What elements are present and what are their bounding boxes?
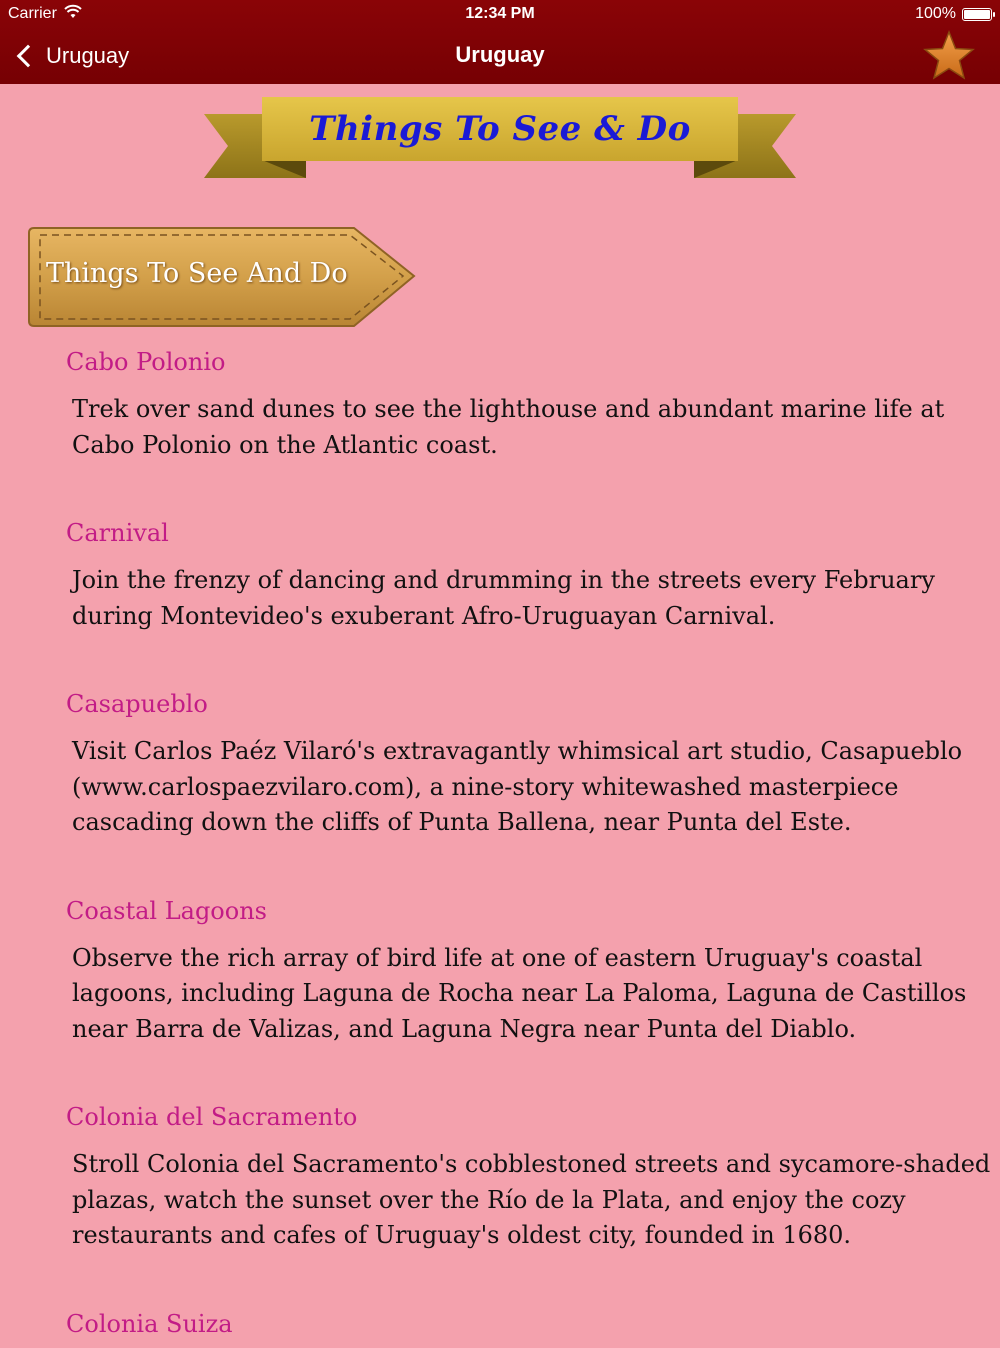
item-description: Join the frenzy of dancing and drumming in the streets every February during Montevideo's exuberant Afro-Uruguayan Carnival. <box>72 566 935 630</box>
status-bar <box>0 0 1000 28</box>
nav-title: Uruguay <box>455 42 545 67</box>
carrier-label: Carrier <box>8 5 57 22</box>
list-item[interactable] <box>0 509 1000 680</box>
list-item[interactable] <box>0 680 1000 887</box>
item-description: Visit Carlos Paéz Vilaró's extravagantly whimsical art studio, Casapueblo (www.carlospaezvilaro.com), a nine-story whitewashed masterpiece cascading down the cliffs of Punta Ballena, near Punta del Este. <box>72 737 963 836</box>
item-title: Carnival <box>66 519 169 547</box>
item-title: Colonia del Sacramento <box>66 1103 358 1131</box>
navigation-bar <box>0 28 1000 84</box>
item-title: Colonia Suiza <box>66 1309 233 1338</box>
item-title: Cabo Polonio <box>66 348 226 376</box>
list-item[interactable] <box>0 338 1000 509</box>
chevron-left-icon <box>17 45 40 68</box>
item-description: Stroll Colonia del Sacramento's cobblestoned streets and sycamore-shaded plazas, watch the sunset over the Río de la Plata, and enjoy the cozy restaurants and cafes of Uruguay's oldest city, founded in 1680. <box>72 1150 991 1249</box>
attractions-list[interactable] <box>0 338 1000 1338</box>
item-description: Trek over sand dunes to see the lighthouse and abundant marine life at Cabo Polonio on the Atlantic coast. <box>72 395 945 459</box>
favorite-star-icon[interactable] <box>922 30 976 82</box>
top-bar <box>0 0 1000 84</box>
banner-title: Things To See & Do <box>309 109 691 149</box>
battery-icon <box>962 8 992 21</box>
clock: 12:34 PM <box>465 5 535 22</box>
section-label: Things To See And Do <box>46 258 348 289</box>
list-item[interactable] <box>0 1093 1000 1300</box>
item-title: Coastal Lagoons <box>66 896 267 925</box>
back-button-label: Uruguay <box>46 43 130 68</box>
item-description: Observe the rich array of bird life at one of eastern Uruguay's coastal lagoons, including Laguna de Rocha near La Paloma, Laguna de Castillos near Barra de Valizas, and Laguna Negra near Punta del Diablo. <box>72 943 967 1043</box>
back-button[interactable] <box>14 38 129 74</box>
list-item[interactable] <box>0 1300 1000 1348</box>
item-title: Casapueblo <box>66 690 208 718</box>
battery-percent: 100% <box>915 5 956 22</box>
list-item[interactable] <box>0 887 1000 1094</box>
